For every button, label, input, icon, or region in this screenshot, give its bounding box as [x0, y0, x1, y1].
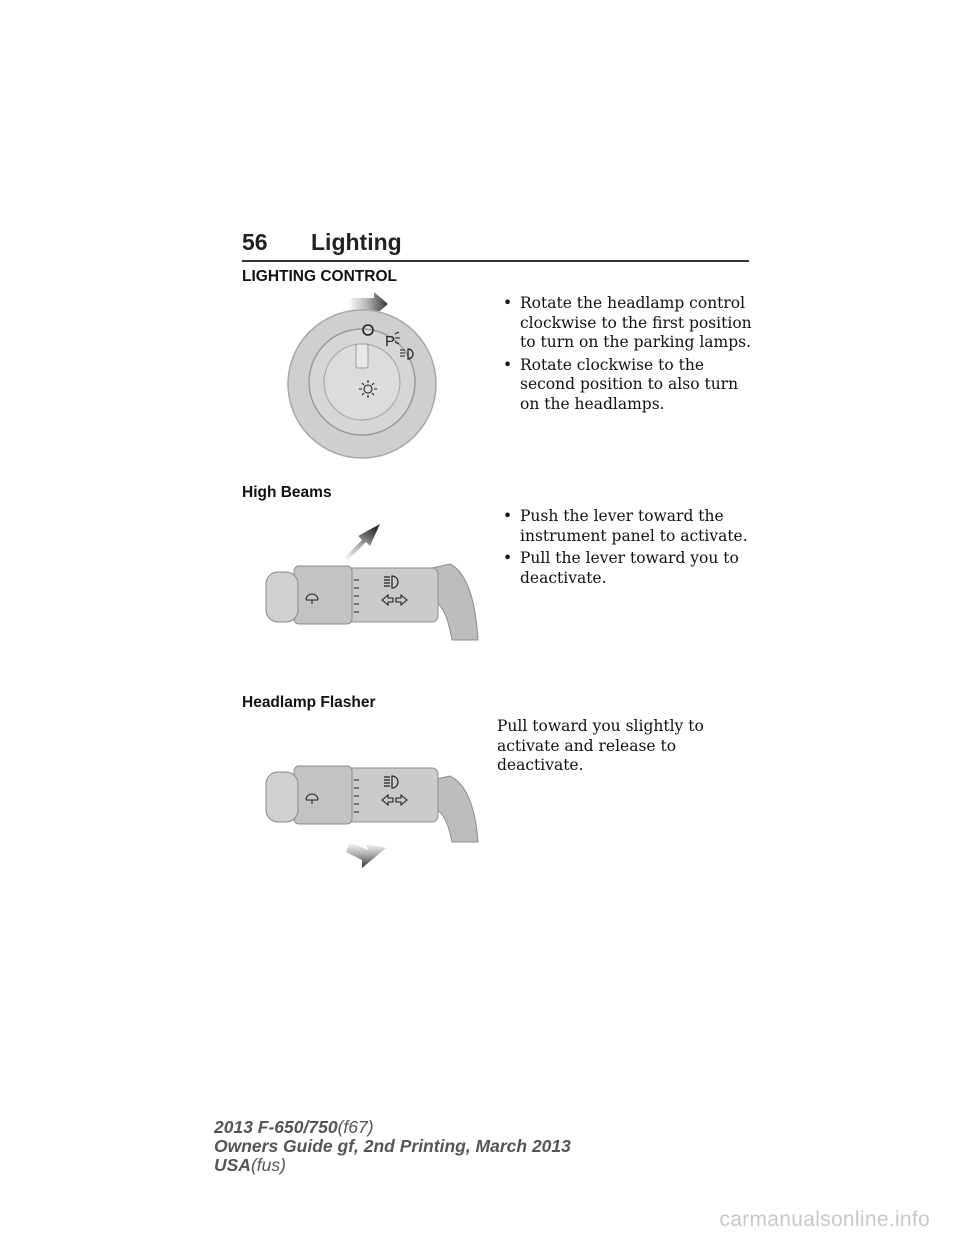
footer-market-code: (fus): [250, 1155, 286, 1175]
list-item: • Rotate clockwise to the second position to also turn on the headlamps.: [497, 356, 757, 415]
headlamp-control-illustration: [282, 292, 442, 472]
list-item: • Pull the lever toward you to deactivate.: [497, 549, 757, 588]
page-number: 56: [242, 229, 268, 255]
headlamp-flasher-lever-illustration: [262, 750, 482, 875]
footer-model: 2013 F-650/750: [214, 1117, 338, 1137]
parking-lamp-icon: P: [385, 333, 396, 350]
footer-market: USA: [214, 1155, 251, 1175]
push-arrow-icon: [344, 524, 380, 560]
high-beam-lever-illustration: [262, 520, 482, 645]
document-footer: [214, 1118, 571, 1175]
lever-end-cap: [266, 572, 298, 622]
section-heading-high-beams: High Beams: [242, 484, 332, 501]
watermark: carmanualsonline.info: [719, 1208, 930, 1231]
lever-end-cap: [266, 772, 298, 822]
header-rule: [242, 260, 749, 262]
section-heading-headlamp-flasher: Headlamp Flasher: [242, 694, 376, 711]
footer-edition: Owners Guide gf, 2nd Printing, March 2013: [214, 1136, 571, 1156]
section-heading-lighting-control: LIGHTING CONTROL: [242, 268, 397, 285]
list-item: • Push the lever toward the instrument panel to activate.: [497, 507, 757, 546]
dial-pointer: [356, 344, 368, 368]
list-item: • Rotate the headlamp control clockwise to the first position to turn on the parking lamps.: [497, 294, 757, 353]
high-beam-steps: [497, 507, 757, 591]
headlamp-flasher-text: Pull toward you slightly to activate and release to deactivate.: [497, 717, 704, 774]
footer-model-code: (f67): [337, 1117, 374, 1137]
chapter-title: Lighting: [311, 229, 402, 255]
lighting-control-steps: [497, 294, 757, 417]
pull-arrow-icon: [346, 842, 386, 868]
